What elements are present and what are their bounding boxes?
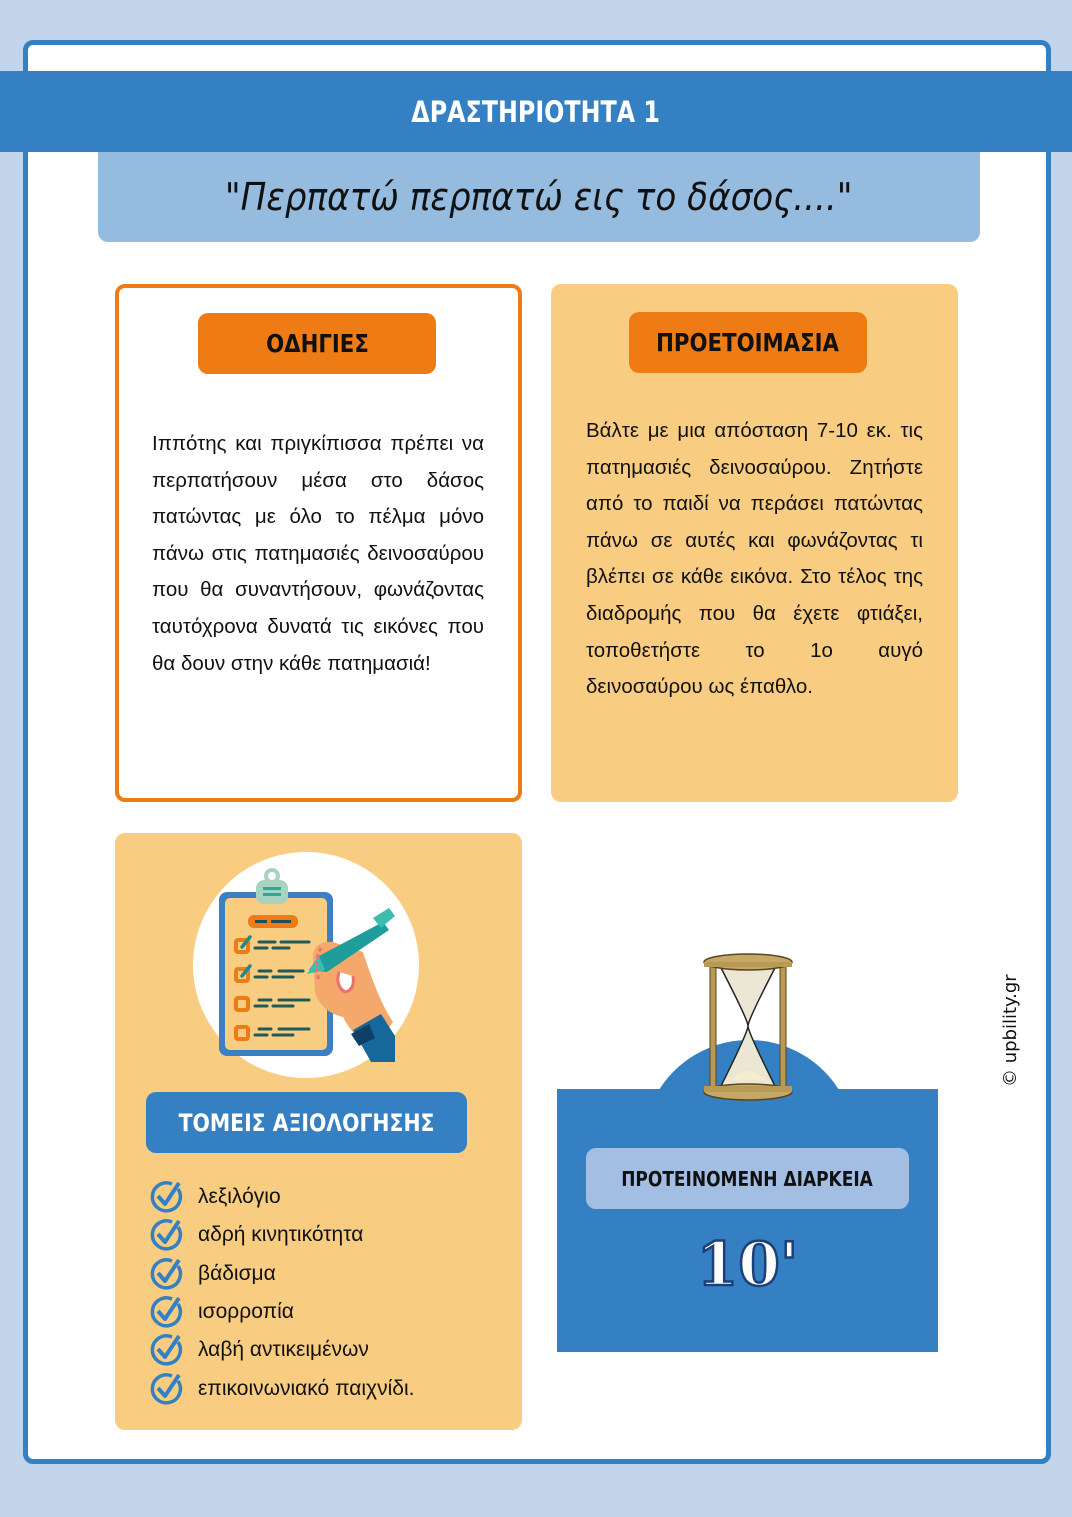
- evaluation-item: [148, 1178, 414, 1216]
- preparation-label: [629, 312, 867, 373]
- evaluation-card: [115, 833, 522, 1430]
- activity-title: ΔΡΑΣΤΗΡΙΟΤΗΤΑ 1: [411, 94, 661, 129]
- evaluation-item-text: αδρή κινητικότητα: [198, 1223, 364, 1247]
- check-circle-icon: [148, 1371, 184, 1407]
- preparation-text: Βάλτε με μια απόσταση 7-10 εκ. τις πατημασιές δεινοσαύρου. Ζητήστε από το παιδί να περάσει πατώντας πάνω σε αυτές και φωνάζοντας τι βλέπει σε κάθε εικόνα. Στο τέλος της διαδρομής που θα έχετε φτιάξει, τοποθετήστε το 1ο αυγό δεινοσαύρου ως έπαθλο.: [586, 419, 923, 699]
- subtitle-box: [98, 152, 980, 242]
- evaluation-item-text: λεξιλόγιο: [198, 1185, 281, 1209]
- evaluation-list: [148, 1178, 414, 1408]
- evaluation-item-text: λαβή αντικειμένων: [198, 1338, 369, 1362]
- activity-banner: [0, 71, 1072, 152]
- clipboard-checklist-icon: [193, 852, 419, 1078]
- check-circle-icon: [148, 1294, 184, 1330]
- evaluation-label: [146, 1092, 467, 1153]
- evaluation-item: [148, 1369, 414, 1407]
- instructions-label-text: ΟΔΗΓΙΕΣ: [265, 329, 369, 358]
- check-circle-icon: [148, 1332, 184, 1368]
- preparation-label-text: ΠΡΟΕΤΟΙΜΑΣΙΑ: [656, 328, 840, 357]
- duration-label: [586, 1148, 909, 1209]
- evaluation-label-text: ΤΟΜΕΙΣ ΑΞΙΟΛΟΓΗΣΗΣ: [178, 1108, 435, 1137]
- check-circle-icon: [148, 1256, 184, 1292]
- activity-subtitle: "Περπατώ περπατώ εις το δάσος....": [225, 175, 853, 219]
- instructions-card: [115, 284, 522, 802]
- duration-value: 10': [696, 1230, 799, 1300]
- evaluation-item: [148, 1331, 414, 1369]
- evaluation-item: [148, 1293, 414, 1331]
- evaluation-item: [148, 1216, 414, 1254]
- evaluation-item: [148, 1255, 414, 1293]
- evaluation-item-text: βάδισμα: [198, 1261, 276, 1285]
- duration-body: [557, 1089, 938, 1352]
- evaluation-item-text: ισορροπία: [198, 1300, 294, 1324]
- instructions-label: [198, 313, 436, 374]
- hourglass-icon: [700, 950, 796, 1102]
- evaluation-item-text: επικοινωνιακό παιχνίδι.: [198, 1376, 415, 1400]
- check-circle-icon: [148, 1217, 184, 1253]
- check-circle-icon: [148, 1179, 184, 1215]
- instructions-text: Ιππότης και πριγκίπισσα πρέπει να περπατήσουν μέσα στο δάσος πατώντας με όλο το πέλμα μόνο πάνω στις πατημασιές δεινοσαύρου που θα συναντήσουν, φωνάζοντας ταυτόχρονα δυνατά τις εικόνες που θα δουν στην κάθε πατημασιά!: [152, 432, 484, 675]
- copyright-text: © upbility.gr: [1000, 974, 1021, 1087]
- preparation-card: [551, 284, 958, 802]
- duration-label-text: ΠΡΟΤΕΙΝΟΜΕΝΗ ΔΙΑΡΚΕΙΑ: [621, 1166, 874, 1191]
